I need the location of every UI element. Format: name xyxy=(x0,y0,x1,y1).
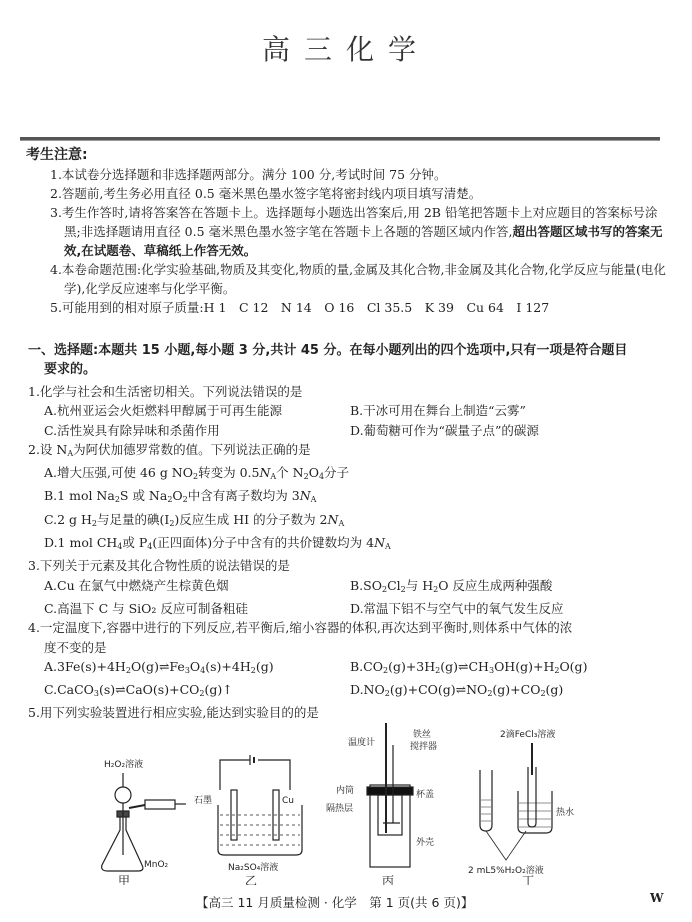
footer-mark: W xyxy=(650,891,664,905)
label-graphite: 石墨 xyxy=(194,796,213,806)
notice-item: 5.可能用到的相对原子质量:H 1 C 12 N 14 O 16 Cl 35.5 K 39 Cu 64 I 127 xyxy=(50,300,550,315)
question-stem xyxy=(28,440,668,463)
inner-cylinder xyxy=(378,795,402,835)
stem-sub: A xyxy=(67,448,74,458)
hot-water xyxy=(519,803,551,827)
header-divider xyxy=(20,137,660,141)
apparatus-yi xyxy=(194,755,302,885)
label-stirrer-2: 搅拌器 xyxy=(410,742,438,752)
section-heading xyxy=(28,341,660,379)
syringe xyxy=(145,800,175,809)
notice-item-bold: 超出答题区域书写的答案无效,在试题卷、草稿纸上作答无效。 xyxy=(64,224,663,258)
apparatus-bing xyxy=(326,723,437,885)
pointer-lines xyxy=(486,831,526,860)
question-stem: 3.下列关于元素及其化合物性质的说法错误的是 xyxy=(28,558,290,574)
label-hot-water: 热水 xyxy=(556,808,575,818)
question-stem: 4.一定温度下,容器中进行的下列反应,若平衡后,缩小容器的体积,再次达到平衡时,则体系中气体的浓 xyxy=(28,620,573,636)
option-b: B.1 mol $Na_2S$ 或 $Na_2O_2$中含有离子数均为 $3N_A$ xyxy=(44,488,317,505)
option-a: A.增大压强,可使 46 g $NO_2$转变为 $0.5N_A$个 $N_2O_4$分子 xyxy=(44,465,350,482)
question-1 xyxy=(28,382,668,440)
questions xyxy=(28,382,668,723)
side-tube xyxy=(129,805,145,808)
label-insulation: 隔热层 xyxy=(326,804,354,814)
test-tube-2 xyxy=(528,767,536,827)
notice-item-text: 3.考生作答时,请将答案答在答题卡上。选择题每小题选出答案后,用 2B 铅笔把答题卡上对应题目的答案标号涂黑;非选择题请用直径 0.5 毫米黑色墨水签字笔在答题卡上各题的答题区域内作答, xyxy=(50,205,658,239)
section-heading-line1: 一、选择题:本题共 15 小题,每小题 3 分,共计 45 分。在每小题列出的四个选项中,只有一项是符合题目 xyxy=(28,343,628,358)
option-d: D.葡萄糖可作为“碳量子点”的碳源 xyxy=(350,422,539,438)
option-d: D.常温下铝不与空气中的氧气发生反应 xyxy=(350,600,564,616)
option-a: $A.3Fe(s)+4H_2O(g)\rightleftharpoons Fe_3O_4(s)+4H_2(g)$ xyxy=(44,658,274,675)
section-heading-line2: 要求的。 xyxy=(44,362,97,377)
option-c: $C.CaCO_3(s)\rightleftharpoons CaO(s)+CO_2(g)↑$ xyxy=(44,682,233,699)
label-lid: 杯盖 xyxy=(416,790,435,800)
option-b: $B.CO_2(g)+3H_2(g)\rightleftharpoons CH_3OH(g)+H_2O(g)$ xyxy=(350,658,588,675)
experiment-figure xyxy=(90,715,650,885)
notice-item: 2.答题前,考生务必用直径 0.5 毫米黑色墨水签字笔将密封线内项目填写清楚。 xyxy=(50,186,482,201)
option-a: A.Cu 在氯气中燃烧产生棕黄色烟 xyxy=(44,577,229,593)
option-b: B.干冰可用在舞台上制造“云雾” xyxy=(350,403,526,419)
page-title: 高三化学 xyxy=(261,33,430,66)
page-footer: 【高三 11 月质量检测 · 化学 第 1 页(共 6 页)】 xyxy=(196,895,474,910)
notice-title: 考生注意: xyxy=(26,147,88,163)
stem-part: 为阿伏加德罗常数的值。下列说法正确的是 xyxy=(73,441,311,457)
caption-jia: 甲 xyxy=(118,874,131,885)
caption-bing: 丙 xyxy=(382,874,395,885)
label-mno2: MnO₂ xyxy=(144,860,169,870)
label-h2o2: H₂O₂溶液 xyxy=(104,760,144,770)
label-fecl3: 2滴FeCl₃溶液 xyxy=(500,730,556,740)
caption-yi: 乙 xyxy=(245,874,258,885)
test-tube-1 xyxy=(480,770,492,831)
outer-shell xyxy=(370,785,410,867)
label-stirrer-1: 铁丝 xyxy=(413,730,432,740)
option-d: D.1 mol $CH_4$或 $P_4$(正四面体)分子中含有的共价键数均为 $4N_A$ xyxy=(44,535,391,552)
question-4 xyxy=(28,618,668,703)
question-stem-cont: 度不变的是 xyxy=(44,639,107,655)
question-2 xyxy=(28,440,668,556)
option-a: A.杭州亚运会火炬燃料甲醇属于可再生能源 xyxy=(44,403,283,419)
question-3 xyxy=(28,556,668,618)
caption-ding: 丁 xyxy=(522,874,535,885)
exam-notice xyxy=(26,146,666,317)
label-inner: 内筒 xyxy=(336,786,355,796)
conical-flask xyxy=(102,815,143,871)
apparatus-jia xyxy=(102,758,186,885)
option-d: $D.NO_2(g)+CO(g)\rightleftharpoons NO_2(g)+CO_2(g)$ xyxy=(350,682,564,699)
option-c: C.活性炭具有除异味和杀菌作用 xyxy=(44,422,220,438)
label-thermometer: 温度计 xyxy=(348,738,376,748)
option-c: C.2 g $H_2$与足量的碘$(I_2)$反应生成 HI 的分子数为 $2N_A$ xyxy=(44,511,345,528)
funnel-bulb xyxy=(115,787,131,803)
notice-item: 1.本试卷分选择题和非选择题两部分。满分 100 分,考试时间 75 分钟。 xyxy=(50,167,447,182)
question-stem: 5.用下列实验装置进行相应实验,能达到实验目的的是 xyxy=(28,705,319,721)
stem-part: 2.设 N xyxy=(28,441,68,457)
option-c: C.高温下 C 与 SiO₂ 反应可制备粗硅 xyxy=(44,600,248,616)
label-cu: Cu xyxy=(282,796,294,806)
circuit-wire xyxy=(220,760,290,790)
option-b: $B.SO_2Cl_2$与 $H_2O$ 反应生成两种强酸 xyxy=(350,577,553,594)
label-shell: 外壳 xyxy=(416,838,435,848)
label-h2o2: 2 mL5%H₂O₂溶液 xyxy=(468,866,544,876)
notice-item xyxy=(40,203,666,260)
label-na2so4: Na₂SO₄溶液 xyxy=(228,863,279,873)
notice-item: 4.本卷命题范围:化学实验基础,物质及其变化,物质的量,金属及其化合物,非金属及其化合物,化学反应与能量(电化学),化学反应速率与化学平衡。 xyxy=(50,262,666,296)
solution-1 xyxy=(481,800,491,821)
question-stem: 1.化学与社会和生活密切相关。下列说法错误的是 xyxy=(28,384,303,399)
cup-lid xyxy=(367,787,413,795)
apparatus-ding xyxy=(468,728,574,885)
